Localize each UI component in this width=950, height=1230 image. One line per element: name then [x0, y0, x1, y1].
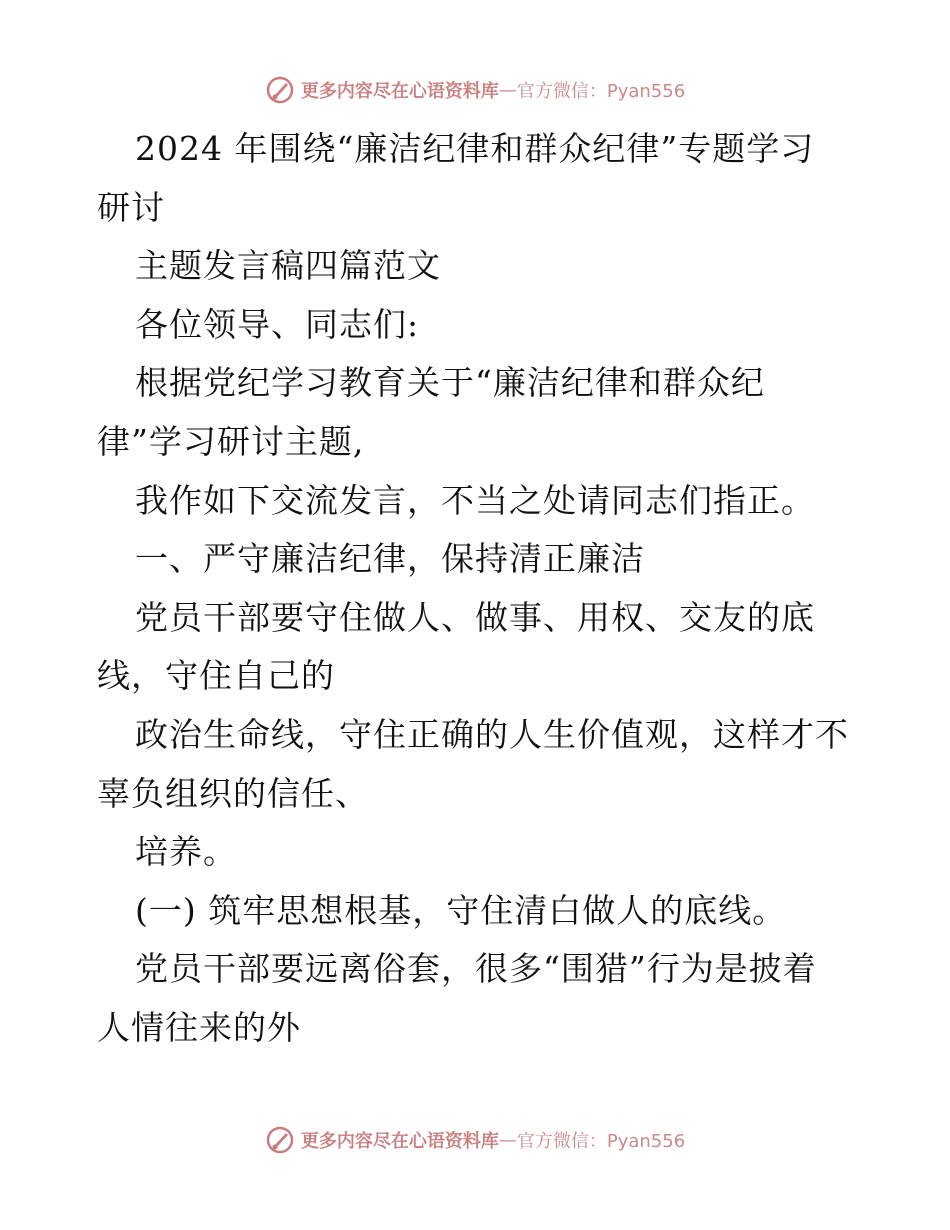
document-title-line-1: 2024 年围绕“廉洁纪律和群众纪律”专题学习 — [135, 129, 815, 168]
brush-pen-logo-icon — [265, 75, 295, 105]
document-title-line-2: 研讨 — [97, 187, 165, 227]
salutation: 各位领导、同志们: — [135, 304, 420, 344]
paragraph-line: 人情往来的外 — [97, 1007, 301, 1047]
paragraph-line: 党员干部要守住做人、做事、用权、交友的底 — [135, 597, 815, 637]
footer-watermark — [0, 1120, 950, 1160]
watermark-wechat-text: 官方微信：Pyan556 — [516, 81, 686, 102]
subsection-heading: (一) 筑牢思想根基，守住清白做人的底线。 — [135, 890, 787, 930]
paragraph-line: 我作如下交流发言，不当之处请同志们指正。 — [135, 480, 815, 520]
header-watermark — [0, 70, 950, 110]
paragraph-line: 律”学习研讨主题, — [97, 421, 365, 461]
paragraph-line: 培养。 — [135, 832, 237, 872]
watermark-wechat-text: 官方微信：Pyan556 — [516, 1131, 686, 1152]
paragraph-line: 政治生命线，守住正确的人生价值观，这样才不 — [135, 714, 849, 754]
watermark-site-text: 更多内容尽在心语资料库 — [300, 1131, 499, 1152]
paragraph-line: 党员干部要远离俗套，很多“围猎”行为是披着 — [135, 949, 817, 989]
brush-pen-logo-icon — [265, 1125, 295, 1155]
watermark-dash: — — [498, 79, 517, 101]
document-subtitle: 主题发言稿四篇范文 — [135, 246, 441, 286]
section-heading: 一、严守廉洁纪律，保持清正廉洁 — [135, 539, 645, 579]
watermark-dash: — — [498, 1129, 517, 1151]
document-body — [97, 120, 867, 1058]
paragraph-line: 辜负组织的信任、 — [97, 773, 369, 813]
watermark-site-text: 更多内容尽在心语资料库 — [300, 81, 499, 102]
paragraph-line: 根据党纪学习教育关于“廉洁纪律和群众纪 — [135, 363, 765, 403]
paragraph-line: 线，守住自己的 — [97, 656, 335, 696]
